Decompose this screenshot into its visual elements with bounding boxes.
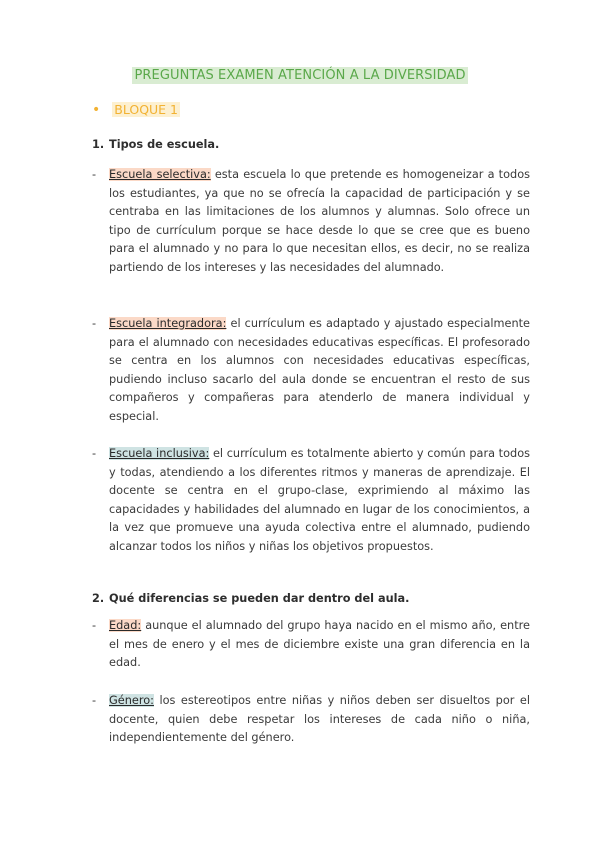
- list-dash: -: [92, 694, 97, 707]
- term-highlight: Escuela selectiva:: [109, 168, 211, 181]
- term-description: los estereotipos entre niñas y niños deben ser disueltos por el docente, quien debe respetar los intereses de cada niño o niña, independientemente del género.: [109, 694, 530, 744]
- question-2: [92, 592, 409, 605]
- term-highlight: Género:: [109, 694, 154, 707]
- list-item-edad: [92, 617, 530, 673]
- question-number: 2.: [92, 592, 105, 605]
- bullet-icon: •: [92, 101, 101, 118]
- term-description: esta escuela lo que pretende es homogeneizar a todos los estudiantes, ya que no se ofrecía la capacidad de participación y se centraba en las limitaciones de los alumnos y alumnas. Solo ofrece un tipo de currículum porque se hace desde lo que se cree que es bueno para el alumnado y no para lo que necesitan ellos, es decir, no se realiza partiendo de los intereses y las necesidades del alumnado.: [109, 168, 530, 274]
- question-text: Qué diferencias se pueden dar dentro del aula.: [109, 592, 410, 605]
- list-item-paragraph: [109, 166, 530, 277]
- list-item-genero: [92, 692, 530, 748]
- list-item-paragraph: [109, 692, 530, 748]
- list-dash: -: [92, 317, 97, 330]
- term-description: el currículum es adaptado y ajustado especialmente para el alumnado con necesidades educativas específicas. El profesorado se centra en los alumnos con necesidades educativas específicas, pudiendo incluso sacarlo del aula donde se encuentran el resto de sus compañeros y compañeras para atenderlo de manera individual y especial.: [109, 317, 531, 423]
- term-highlight: Escuela integradora:: [109, 317, 227, 330]
- term-highlight: Escuela inclusiva:: [109, 447, 210, 460]
- list-dash: -: [92, 619, 97, 632]
- term-highlight: Edad:: [109, 619, 142, 632]
- document-title: [0, 68, 600, 83]
- list-dash: -: [92, 447, 97, 460]
- question-1: [92, 138, 219, 151]
- section-heading-label: BLOQUE 1: [114, 102, 179, 117]
- list-item-paragraph: [109, 315, 530, 426]
- question-number: 1.: [92, 138, 105, 151]
- list-item-paragraph: [109, 617, 530, 673]
- question-text: Tipos de escuela.: [109, 138, 220, 151]
- section-heading: [92, 102, 180, 117]
- term-description: el currículum es totalmente abierto y común para todos y todas, atendiendo a los diferentes ritmos y maneras de aprendizaje. El docente se centra en el grupo-clase, exprimiendo al máximo las capacidades y habilidades del alumnado en lugar de los conocimientos, a la vez que promueve una ayuda colectiva entre el alumnado, pudiendo alcanzar todos los niños y niñas los objetivos propuestos.: [109, 447, 530, 553]
- list-item-escuela-selectiva: [92, 166, 530, 277]
- list-item-escuela-integradora: [92, 315, 530, 426]
- term-description: aunque el alumnado del grupo haya nacido en el mismo año, entre el mes de enero y el mes de diciembre existe una gran diferencia en la edad.: [109, 619, 530, 669]
- list-item-escuela-inclusiva: [92, 445, 530, 556]
- list-item-paragraph: [109, 445, 530, 556]
- document-title-text: PREGUNTAS EXAMEN ATENCIÓN A LA DIVERSIDAD: [134, 68, 466, 83]
- list-dash: -: [92, 168, 97, 181]
